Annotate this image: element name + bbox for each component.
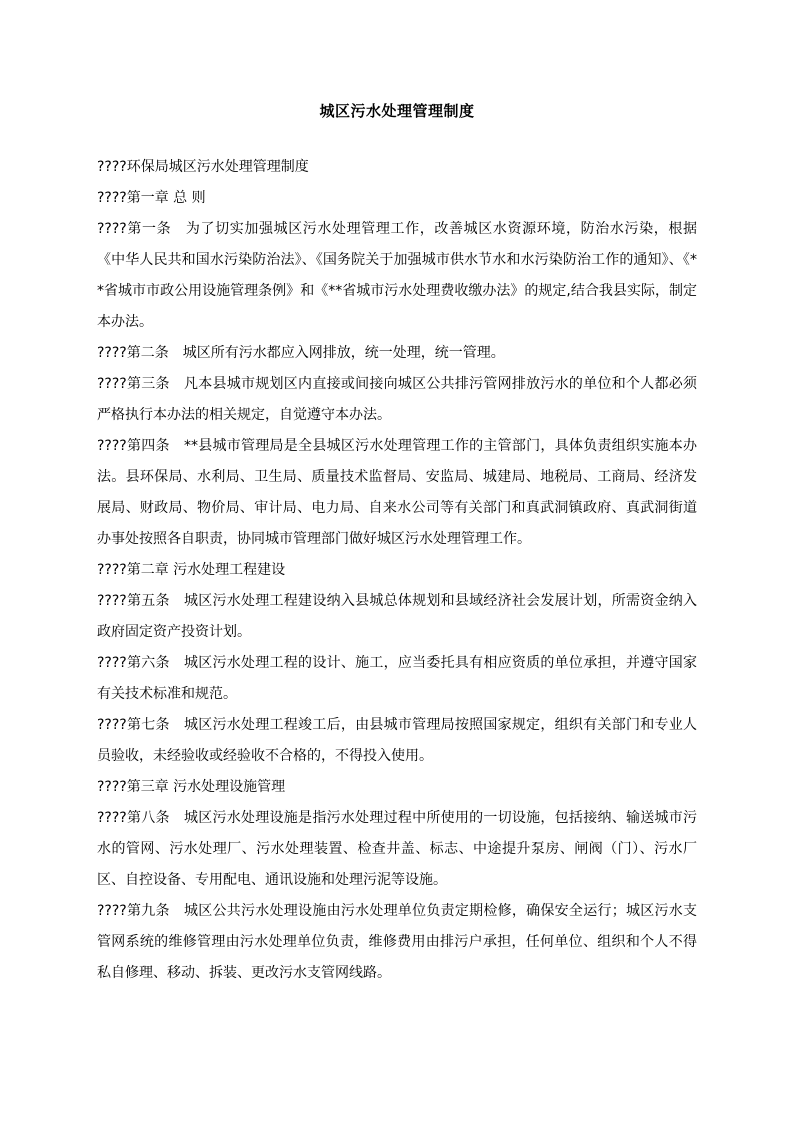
paragraph-article-9: ????第九条 城区公共污水处理设施由污水处理单位负责定期检修，确保安全运行；城区污水支管网系统的维修管理由污水处理单位负责，维修费用由排污户承担，任何单位、组织和个人不得私自修理、移动、拆装、更改污水支管网线路。 bbox=[97, 903, 697, 981]
paragraph-article-8: ????第八条 城区污水处理设施是指污水处理过程中所使用的一切设施，包括接纳、输送城市污水的管网、污水处理厂、污水处理装置、检查井盖、标志、中途提升泵房、闸阀（门）、污水厂区、自控设备、专用配电、通讯设施和处理污泥等设施。 bbox=[97, 810, 697, 888]
document-body bbox=[97, 152, 697, 989]
paragraph-article-2: ????第二条 城区所有污水都应入网排放，统一处理，统一管理。 bbox=[97, 345, 505, 361]
paragraph-article-3: ????第三条 凡本县城市规划区内直接或间接向城区公共排污管网排放污水的单位和个人都必须严格执行本办法的相关规定，自觉遵守本办法。 bbox=[97, 376, 697, 423]
paragraph-chapter-2: ????第二章 污水处理工程建设 bbox=[97, 562, 286, 578]
document-title: 城区污水处理管理制度 bbox=[319, 102, 475, 120]
paragraph-article-1: ????第一条 为了切实加强城区污水处理管理工作，改善城区水资源环境，防治水污染，根据《中华人民共和国水污染防治法》、《国务院关于加强城市供水节水和水污染防治工作的通知》、《**省城市市政公用设施管理条例》和《**省城市污水处理费收缴办法》的规定,结合我县实际，制定本办法。 bbox=[97, 221, 697, 330]
paragraph-chapter-3: ????第三章 污水处理设施管理 bbox=[97, 779, 286, 795]
paragraph-chapter-1: ????第一章 总 则 bbox=[97, 190, 206, 206]
paragraph-article-4: ????第四条 **县城市管理局是全县城区污水处理管理工作的主管部门，具体负责组织实施本办法。县环保局、水利局、卫生局、质量技术监督局、安监局、城建局、地税局、工商局、经济发展局、财政局、物价局、审计局、电力局、自来水公司等有关部门和真武洞镇政府、真武洞街道办事处按照各自职责，协同城市管理部门做好城区污水处理管理工作。 bbox=[97, 438, 697, 547]
paragraph-article-6: ????第六条 城区污水处理工程的设计、施工，应当委托具有相应资质的单位承担，并遵守国家有关技术标准和规范。 bbox=[97, 655, 697, 702]
paragraph-article-5: ????第五条 城区污水处理工程建设纳入县城总体规划和县域经济社会发展计划，所需资金纳入政府固定资产投资计划。 bbox=[97, 593, 697, 640]
paragraph-article-7: ????第七条 城区污水处理工程竣工后，由县城市管理局按照国家规定，组织有关部门和专业人员验收，未经验收或经验收不合格的，不得投入使用。 bbox=[97, 717, 697, 764]
paragraph-heading-main: ????环保局城区污水处理管理制度 bbox=[97, 159, 309, 175]
